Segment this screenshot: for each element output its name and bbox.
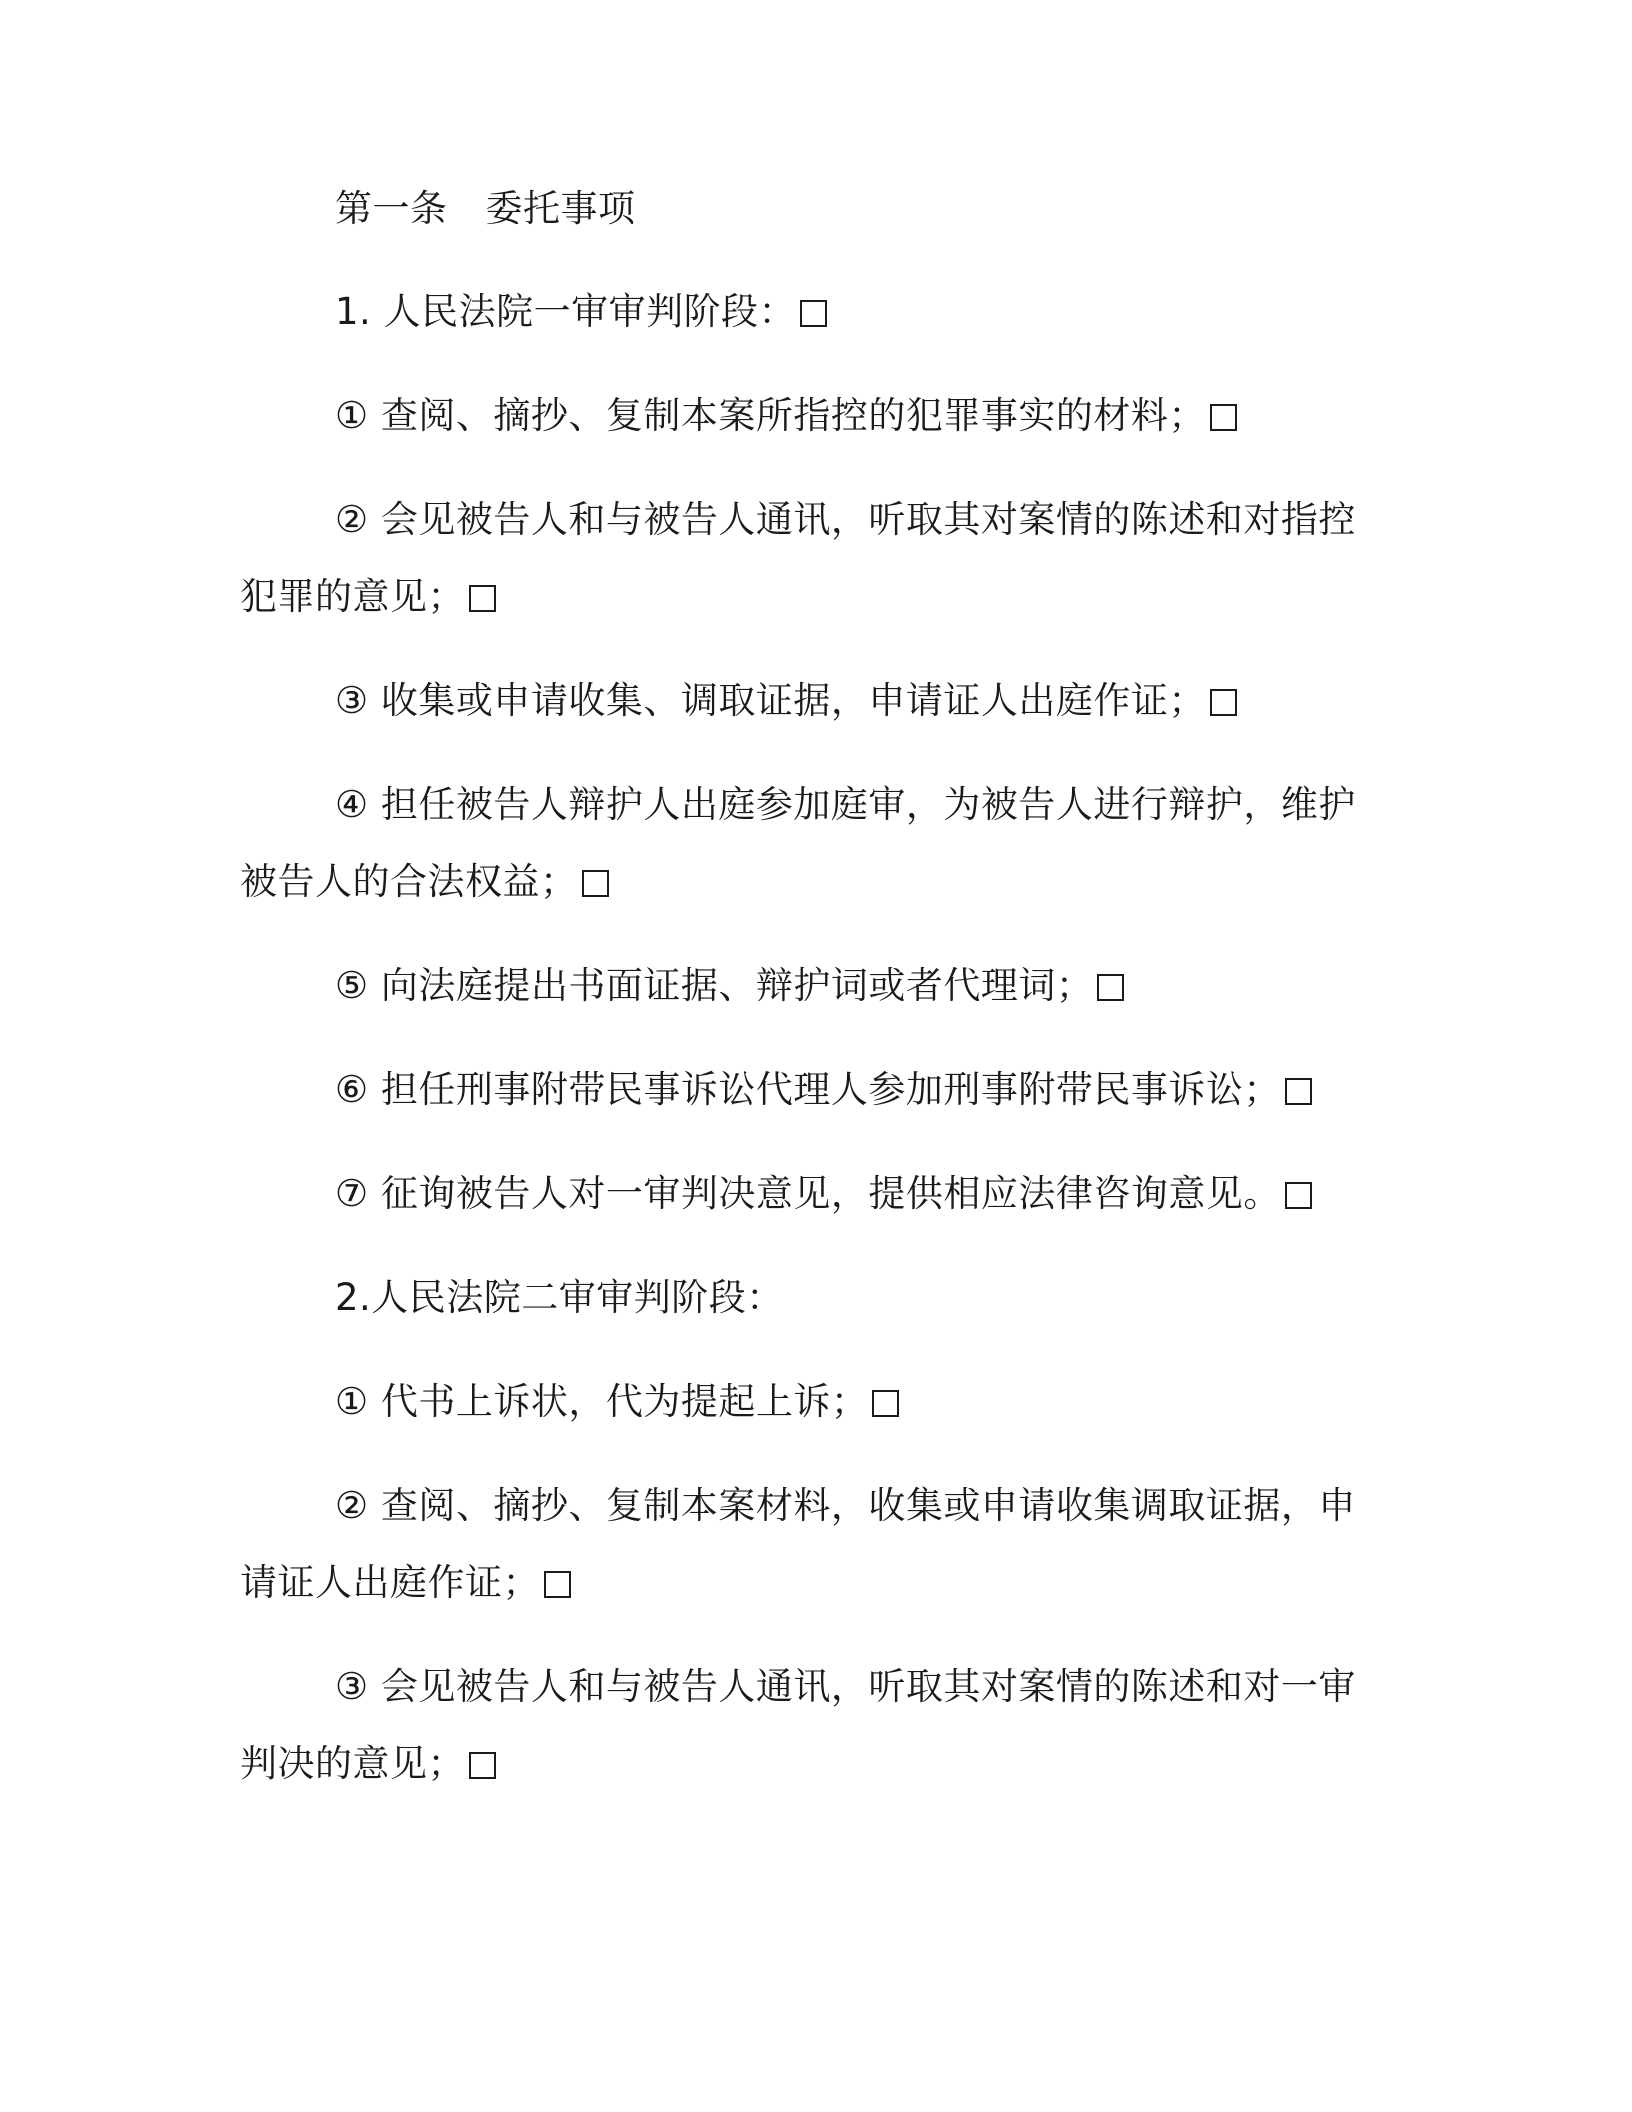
- checkbox[interactable]: [1285, 1182, 1312, 1209]
- checkbox[interactable]: [469, 585, 496, 612]
- paragraph-item: ③ 收集或申请收集、调取证据，申请证人出庭作证；: [240, 662, 1385, 739]
- checkbox[interactable]: [544, 1571, 571, 1598]
- paragraph-stage-1: 1. 人民法院一审审判阶段：: [240, 273, 1385, 350]
- paragraph-item: ② 会见被告人和与被告人通讯，听取其对案情的陈述和对指控犯罪的意见；: [240, 498, 1356, 618]
- paragraph-item: ① 代书上诉状，代为提起上诉；: [240, 1363, 1385, 1440]
- document-body: [240, 170, 1385, 1829]
- paragraph-item: ⑦ 征询被告人对一审判决意见，提供相应法律咨询意见。: [240, 1155, 1385, 1232]
- paragraph-item: ④ 担任被告人辩护人出庭参加庭审，为被告人进行辩护，维护被告人的合法权益；: [240, 783, 1356, 903]
- paragraph-item: ③ 会见被告人和与被告人通讯，听取其对案情的陈述和对一审判决的意见；: [240, 1665, 1356, 1785]
- paragraph-item: ⑤ 向法庭提出书面证据、辩护词或者代理词；: [240, 947, 1385, 1024]
- section-heading: [240, 170, 1385, 247]
- checkbox[interactable]: [1285, 1078, 1312, 1105]
- checkbox[interactable]: [800, 300, 827, 327]
- paragraph-stage-2: 2.人民法院二审审判阶段：: [335, 1276, 784, 1319]
- heading-title: 委托事项: [485, 187, 636, 230]
- paragraph-item: ⑥ 担任刑事附带民事诉讼代理人参加刑事附带民事诉讼；: [240, 1051, 1385, 1128]
- paragraph-item: ① 查阅、摘抄、复制本案所指控的犯罪事实的材料；: [240, 377, 1385, 454]
- checkbox[interactable]: [1097, 974, 1124, 1001]
- checkbox[interactable]: [872, 1390, 899, 1417]
- checkbox[interactable]: [1210, 404, 1237, 431]
- checkbox[interactable]: [469, 1752, 496, 1779]
- checkbox[interactable]: [582, 870, 609, 897]
- paragraph-item: ② 查阅、摘抄、复制本案材料，收集或申请收集调取证据，申请证人出庭作证；: [240, 1484, 1356, 1604]
- checkbox[interactable]: [1210, 689, 1237, 716]
- heading-article-number: 第一条: [335, 187, 448, 230]
